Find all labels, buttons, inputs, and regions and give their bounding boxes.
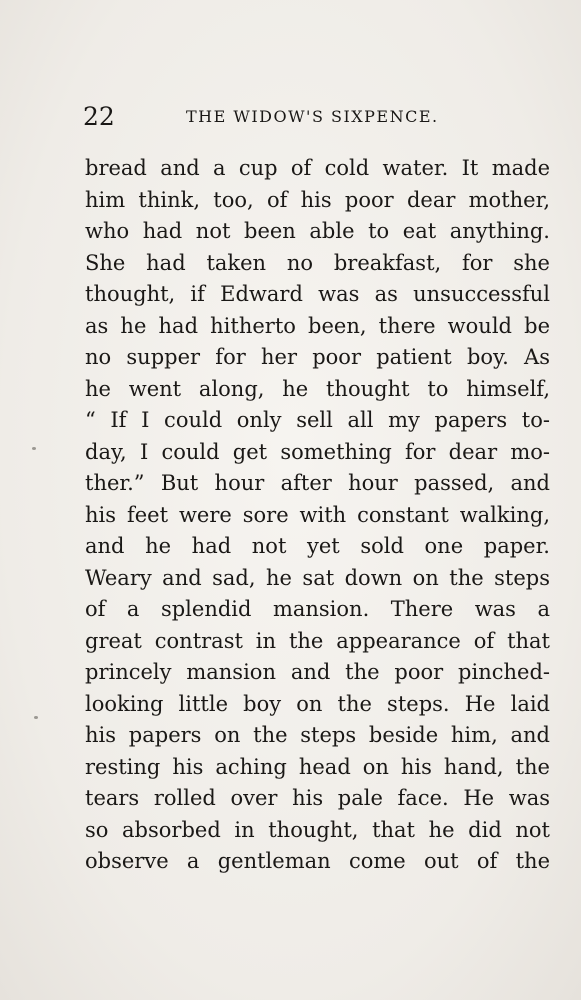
paper-speck <box>32 447 36 450</box>
text-line: She had taken no breakfast, for she <box>85 250 550 275</box>
text-line: who had not been able to eat anything. <box>85 219 550 243</box>
text-line: observe a gentleman come out of the <box>85 849 550 873</box>
text-line: day, I could get something for dear mo- <box>85 439 550 464</box>
running-title: THE WIDOW'S SIXPENCE. <box>186 107 439 126</box>
text-line: ther.” But hour after hour passed, and <box>85 471 550 495</box>
text-line: as he had hitherto been, there would be <box>85 313 550 338</box>
text-line: bread and a cup of cold water. It made <box>85 156 550 180</box>
text-line: Weary and sad, he sat down on the steps <box>85 565 550 590</box>
body-text <box>85 153 550 878</box>
text-line: so absorbed in thought, that he did not <box>85 817 550 842</box>
text-line: no supper for her poor patient boy. As <box>85 345 550 369</box>
text-line: “ If I could only sell all my papers to- <box>85 408 550 432</box>
text-line: him think, too, of his poor dear mother, <box>85 187 550 212</box>
text-line: he went along, he thought to himself, <box>85 376 550 401</box>
text-line: princely mansion and the poor pinched- <box>85 660 550 684</box>
page-header <box>83 100 551 134</box>
text-line: thought, if Edward was as unsuccessful <box>85 282 550 306</box>
text-line: tears rolled over his pale face. He was <box>85 786 550 810</box>
text-line: great contrast in the appearance of that <box>85 628 550 653</box>
paper-speck <box>34 716 38 719</box>
text-line: his feet were sore with constant walking, <box>85 502 550 527</box>
text-line: and he had not yet sold one paper. <box>85 534 550 558</box>
text-line: of a splendid mansion. There was a <box>85 597 550 621</box>
text-line: resting his aching head on his hand, the <box>85 754 550 779</box>
text-line: looking little boy on the steps. He laid <box>85 691 550 716</box>
text-line: his papers on the steps beside him, and <box>85 723 550 747</box>
page-number: 22 <box>83 102 115 131</box>
